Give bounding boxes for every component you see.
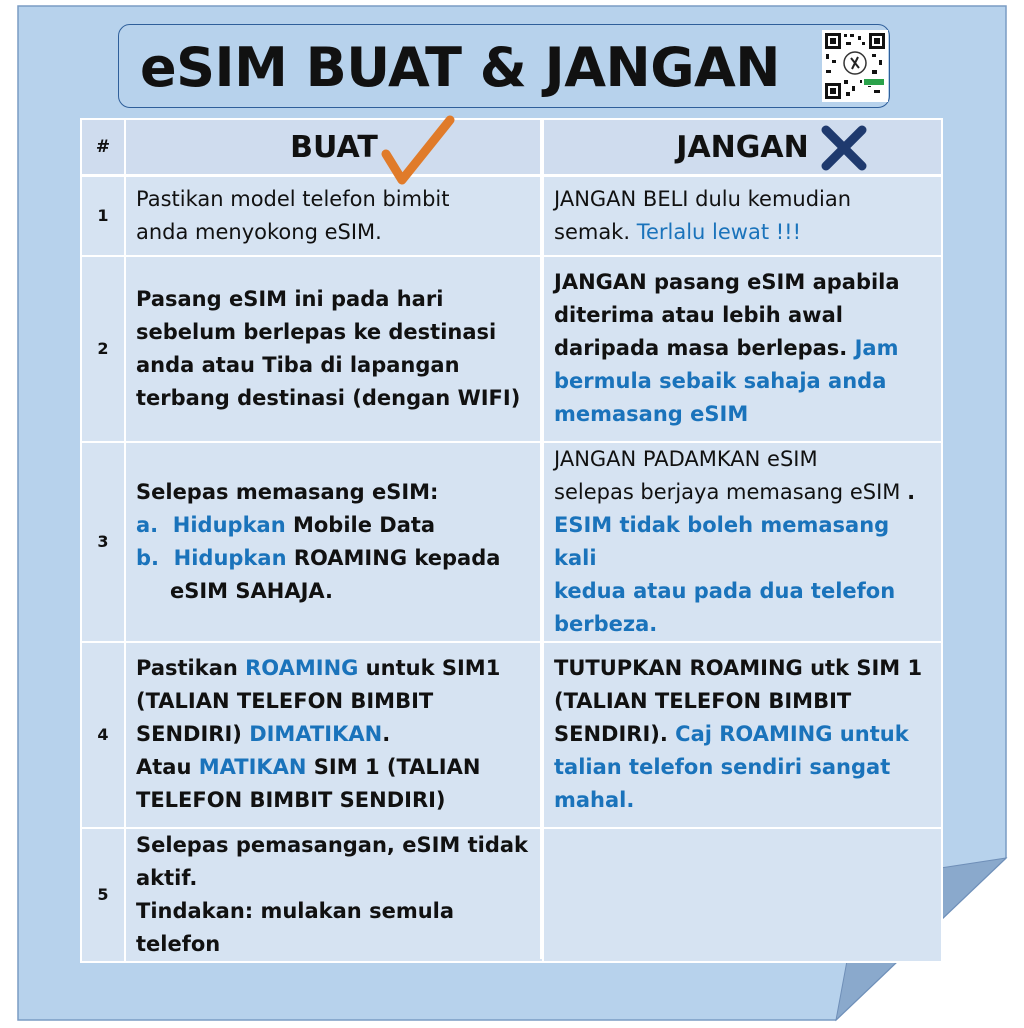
table-row bbox=[81, 442, 942, 642]
row-number: 5 bbox=[81, 828, 125, 962]
table-row bbox=[81, 176, 942, 256]
cell-text-line: terbang destinasi (dengan WIFI) bbox=[136, 385, 521, 410]
cell-text: SENDIRI). bbox=[554, 722, 676, 746]
row-number: 1 bbox=[81, 176, 125, 256]
table-header-row bbox=[81, 119, 942, 176]
cell-text-line bbox=[554, 718, 931, 751]
cell-text-line: Selepas memasang eSIM: bbox=[136, 479, 439, 504]
cell-text: SIM 1 (TALIAN bbox=[306, 755, 481, 779]
highlight-text: Terlalu lewat !!! bbox=[636, 219, 802, 244]
cell-text-line bbox=[136, 718, 532, 751]
jangan-cell bbox=[543, 176, 942, 256]
cell-text-line: Selepas pemasangan, eSIM tidak bbox=[136, 832, 529, 857]
highlight-text-line: kedua atau pada dua telefon bbox=[554, 578, 896, 603]
cell-text: . bbox=[382, 722, 391, 746]
highlight-text: Jam bbox=[854, 336, 899, 360]
cell-text: selepas berjaya memasang eSIM bbox=[554, 479, 908, 504]
table-row bbox=[81, 828, 942, 962]
number-column-header: # bbox=[81, 119, 125, 176]
jangan-cell bbox=[543, 442, 942, 642]
buat-cell bbox=[125, 176, 543, 256]
jangan-cell-empty bbox=[543, 828, 942, 962]
cell-text-line: diterima atau lebih awal bbox=[554, 303, 843, 327]
highlight-text-line: ESIM tidak boleh memasang kali bbox=[554, 512, 890, 570]
cell-text-line bbox=[554, 476, 931, 509]
highlight-text-line: bermula sebaik sahaja anda bbox=[554, 369, 887, 393]
list-marker: b. bbox=[136, 545, 160, 570]
highlight-text-line: memasang eSIM bbox=[554, 402, 749, 426]
jangan-cell bbox=[543, 642, 942, 828]
cell-text-line: Pasang eSIM ini pada hari bbox=[136, 286, 444, 311]
cell-text: daripada masa berlepas. bbox=[554, 336, 855, 360]
cell-text-line: Tindakan: mulakan semula bbox=[136, 898, 455, 923]
cell-text: . bbox=[907, 479, 916, 504]
checkmark-icon bbox=[374, 114, 460, 192]
row-number: 3 bbox=[81, 442, 125, 642]
buat-cell bbox=[125, 642, 543, 828]
jangan-cell bbox=[543, 256, 942, 442]
cell-text-line: anda menyokong eSIM. bbox=[136, 219, 382, 244]
cell-text-line: TELEFON BIMBIT SENDIRI) bbox=[136, 788, 446, 812]
row-number: 4 bbox=[81, 642, 125, 828]
highlight-text: DIMATIKAN bbox=[249, 722, 383, 746]
highlight-text: Hidupkan bbox=[173, 545, 287, 570]
highlight-text: ROAMING bbox=[245, 656, 359, 680]
buat-cell bbox=[125, 256, 543, 442]
column-divider bbox=[540, 118, 544, 959]
buat-header-label: BUAT bbox=[290, 129, 378, 165]
cell-text: Atau bbox=[136, 755, 199, 779]
cell-text: untuk SIM1 bbox=[358, 656, 501, 680]
cell-text-line: JANGAN PADAMKAN eSIM bbox=[554, 446, 818, 471]
cell-text-line: telefon bbox=[136, 931, 221, 956]
jangan-header-label: JANGAN bbox=[676, 129, 809, 165]
cell-text-line: (TALIAN TELEFON BIMBIT bbox=[136, 689, 434, 713]
cell-text-line: TUTUPKAN ROAMING utk SIM 1 bbox=[554, 656, 923, 680]
cell-text-line: anda atau Tiba di lapangan bbox=[136, 352, 460, 377]
row-number: 2 bbox=[81, 256, 125, 442]
cell-text: Mobile Data bbox=[285, 512, 436, 537]
cell-text-line bbox=[554, 216, 931, 249]
list-item bbox=[136, 542, 532, 575]
cell-text: Pastikan bbox=[136, 656, 246, 680]
cell-text: SENDIRI) bbox=[136, 722, 250, 746]
buat-cell bbox=[125, 442, 543, 642]
table-row bbox=[81, 256, 942, 442]
cell-text-line: aktif. bbox=[136, 865, 198, 890]
table-row bbox=[81, 642, 942, 828]
cell-text-line: eSIM SAHAJA. bbox=[170, 578, 334, 603]
cross-icon bbox=[818, 122, 870, 174]
cell-text-line bbox=[136, 652, 532, 685]
jangan-column-header bbox=[543, 119, 942, 176]
qr-code-icon bbox=[822, 30, 888, 102]
list-item bbox=[136, 509, 532, 542]
highlight-text: Caj ROAMING untuk bbox=[675, 722, 909, 746]
highlight-text: Hidupkan bbox=[172, 512, 286, 537]
cell-text-line bbox=[554, 332, 931, 365]
cell-text: ROAMING kepada bbox=[286, 545, 501, 570]
cell-text: semak. bbox=[554, 219, 637, 244]
cell-text-line: JANGAN BELI dulu kemudian bbox=[554, 186, 852, 211]
cell-text-line: JANGAN pasang eSIM apabila bbox=[554, 270, 900, 294]
do-dont-table bbox=[80, 118, 943, 963]
highlight-text-line: mahal. bbox=[554, 788, 635, 812]
highlight-text-line: berbeza. bbox=[554, 611, 658, 636]
buat-cell bbox=[125, 828, 543, 962]
highlight-text: MATIKAN bbox=[198, 755, 307, 779]
list-marker: a. bbox=[136, 512, 159, 537]
highlight-text-line: talian telefon sendiri sangat bbox=[554, 755, 891, 779]
cell-text-line: sebelum berlepas ke destinasi bbox=[136, 319, 497, 344]
cell-text-line: Pastikan model telefon bimbit bbox=[136, 186, 450, 211]
cell-text-line bbox=[136, 751, 532, 784]
cell-text-line: (TALIAN TELEFON BIMBIT bbox=[554, 689, 852, 713]
buat-column-header bbox=[125, 119, 543, 176]
page-title: eSIM BUAT & JANGAN bbox=[140, 36, 781, 99]
